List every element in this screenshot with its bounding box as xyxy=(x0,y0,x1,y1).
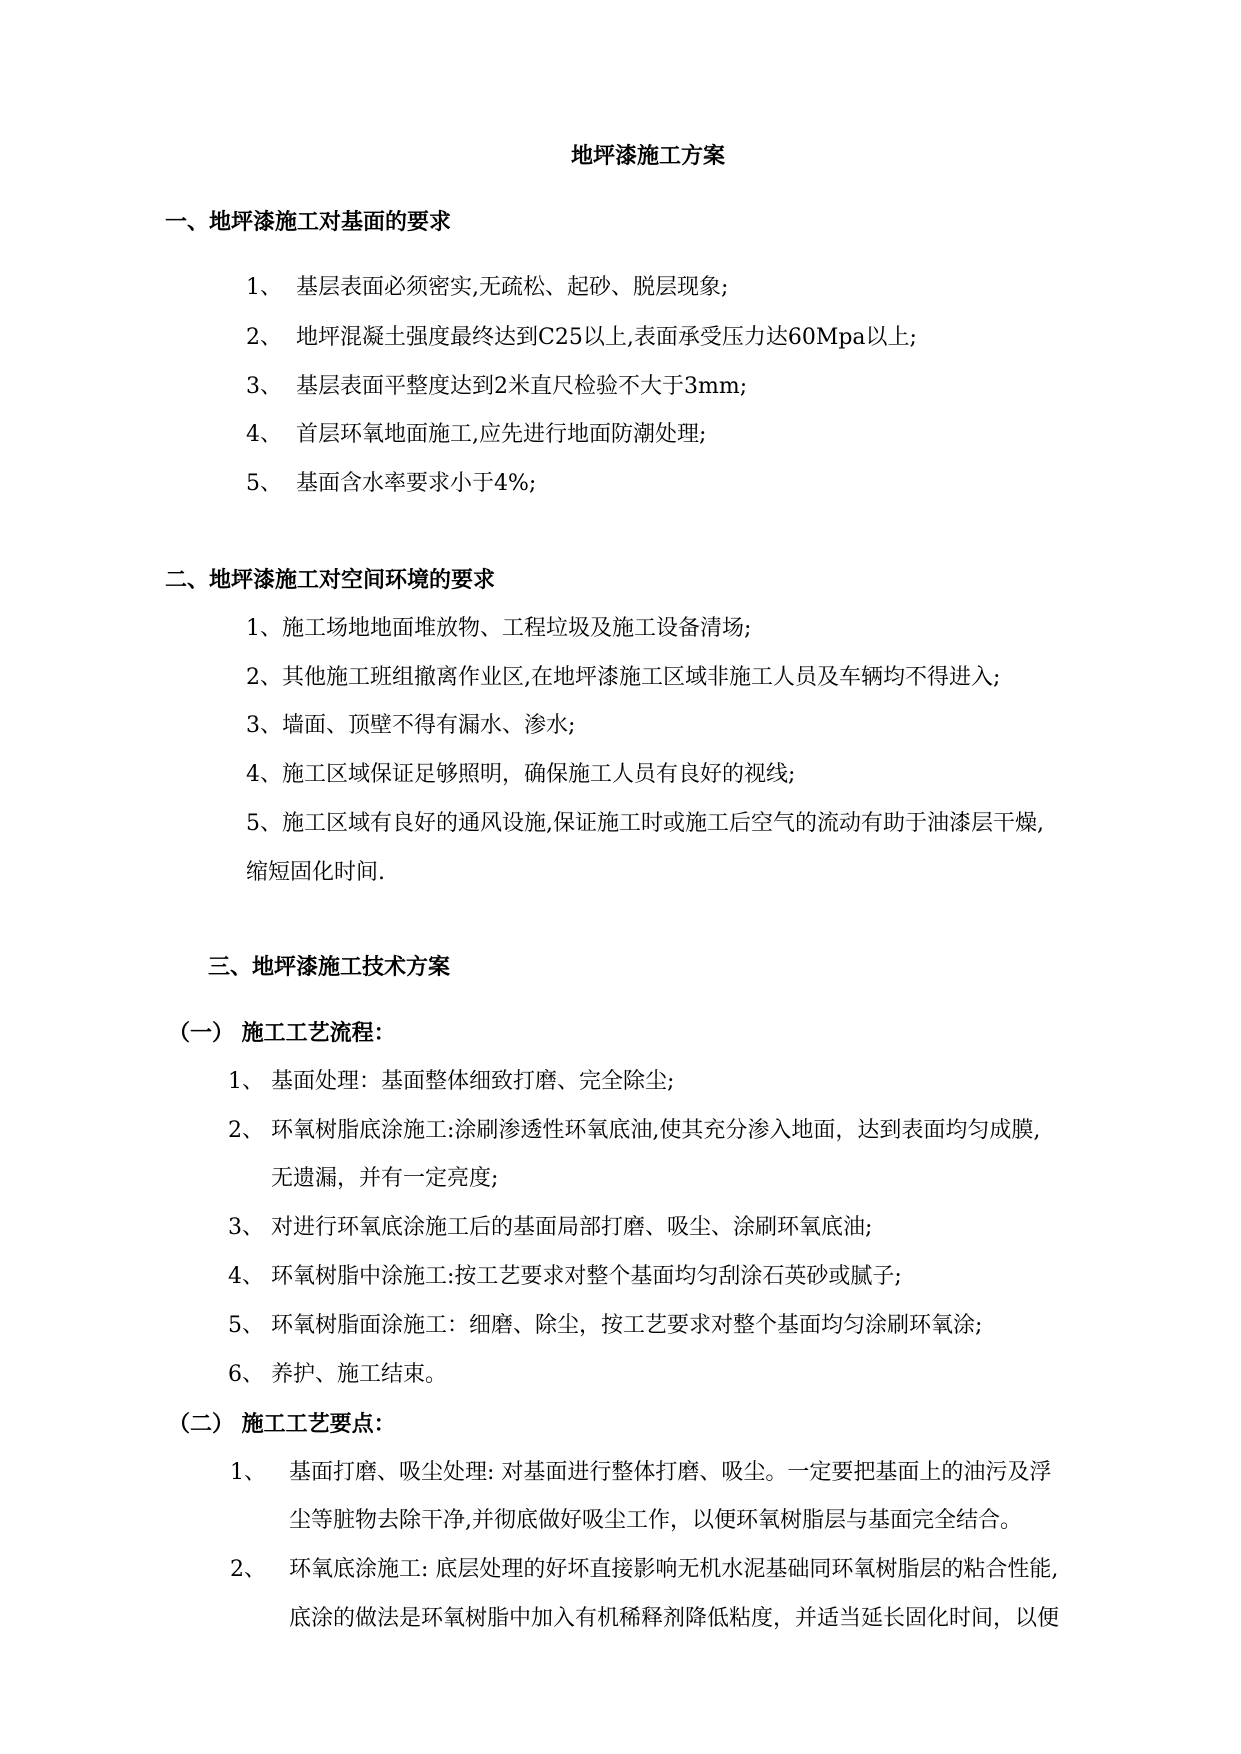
section1-item-text: 基面含水率要求小于4%; xyxy=(296,471,537,496)
section1-item-number: 3、 xyxy=(246,374,282,399)
section2-heading: 二、地坪漆施工对空间环境的要求 xyxy=(165,567,496,593)
process-item-text: 基面处理：基面整体细致打磨、完全除尘; xyxy=(271,1069,675,1094)
section2-item: 5、施工区域有良好的通风设施,保证施工时或施工后空气的流动有助于油漆层干燥, xyxy=(246,811,1044,836)
process-item-number: 2、 xyxy=(228,1118,264,1143)
section1-item-number: 1、 xyxy=(246,275,282,300)
section2-item: 2、其他施工班组撤离作业区,在地坪漆施工区域非施工人员及车辆均不得进入; xyxy=(246,665,1001,690)
section1-item-number: 2、 xyxy=(246,325,282,350)
process-item-number: 4、 xyxy=(228,1264,264,1289)
process-item-text: 环氧树脂中涂施工:按工艺要求对整个基面均匀刮涂石英砂或腻子; xyxy=(271,1264,902,1289)
keypoint-item-number: 2、 xyxy=(230,1557,266,1582)
section3-heading: 三、地坪漆施工技术方案 xyxy=(208,954,451,980)
section1-item-text: 首层环氧地面施工,应先进行地面防潮处理; xyxy=(296,422,707,447)
process-item-number: 3、 xyxy=(228,1215,264,1240)
section2-item: 1、施工场地地面堆放物、工程垃圾及施工设备清场; xyxy=(246,616,752,641)
keypoint-item-continuation: 尘等脏物去除干净,并彻底做好吸尘工作，以便环氧树脂层与基面完全结合。 xyxy=(289,1508,1022,1533)
section1-item-number: 4、 xyxy=(246,422,282,447)
keypoint-item-text: 基面打磨、吸尘处理: 对基面进行整体打磨、吸尘。一定要把基面上的油污及浮 xyxy=(289,1460,1052,1485)
section2-item: 3、墙面、顶壁不得有漏水、渗水; xyxy=(246,713,576,738)
process-item-continuation: 无遗漏，并有一定亮度; xyxy=(271,1166,499,1191)
subsection1-heading: （一） 施工工艺流程： xyxy=(168,1020,396,1046)
subsection2-heading: （二） 施工工艺要点： xyxy=(168,1411,396,1437)
section1-item-text: 地坪混凝土强度最终达到C25以上,表面承受压力达60Mpa以上; xyxy=(296,325,917,350)
section2-item: 4、施工区域保证足够照明，确保施工人员有良好的视线; xyxy=(246,762,796,787)
section2-item-continuation: 缩短固化时间. xyxy=(246,860,385,885)
page-title: 地坪漆施工方案 xyxy=(571,143,726,169)
section1-heading: 一、地坪漆施工对基面的要求 xyxy=(165,209,452,235)
keypoint-item-number: 1、 xyxy=(230,1460,266,1485)
section1-item-text: 基层表面平整度达到2米直尺检验不大于3mm; xyxy=(296,374,748,399)
section1-item-text: 基层表面必须密实,无疏松、起砂、脱层现象; xyxy=(296,275,729,300)
process-item-number: 1、 xyxy=(228,1069,264,1094)
process-item-text: 环氧树脂底涂施工:涂刷渗透性环氧底油,使其充分渗入地面，达到表面均匀成膜, xyxy=(271,1118,1041,1143)
keypoint-item-continuation: 底涂的做法是环氧树脂中加入有机稀释剂降低粘度，并适当延长固化时间，以便 xyxy=(289,1606,1060,1631)
process-item-text: 环氧树脂面涂施工：细磨、除尘，按工艺要求对整个基面均匀涂刷环氧涂; xyxy=(271,1313,983,1338)
process-item-text: 对进行环氧底涂施工后的基面局部打磨、吸尘、涂刷环氧底油; xyxy=(271,1215,873,1240)
process-item-number: 6、 xyxy=(228,1362,264,1387)
process-item-number: 5、 xyxy=(228,1313,264,1338)
process-item-text: 养护、施工结束。 xyxy=(271,1362,448,1387)
keypoint-item-text: 环氧底涂施工: 底层处理的好坏直接影响无机水泥基础同环氧树脂层的粘合性能, xyxy=(289,1557,1059,1582)
section1-item-number: 5、 xyxy=(246,471,282,496)
